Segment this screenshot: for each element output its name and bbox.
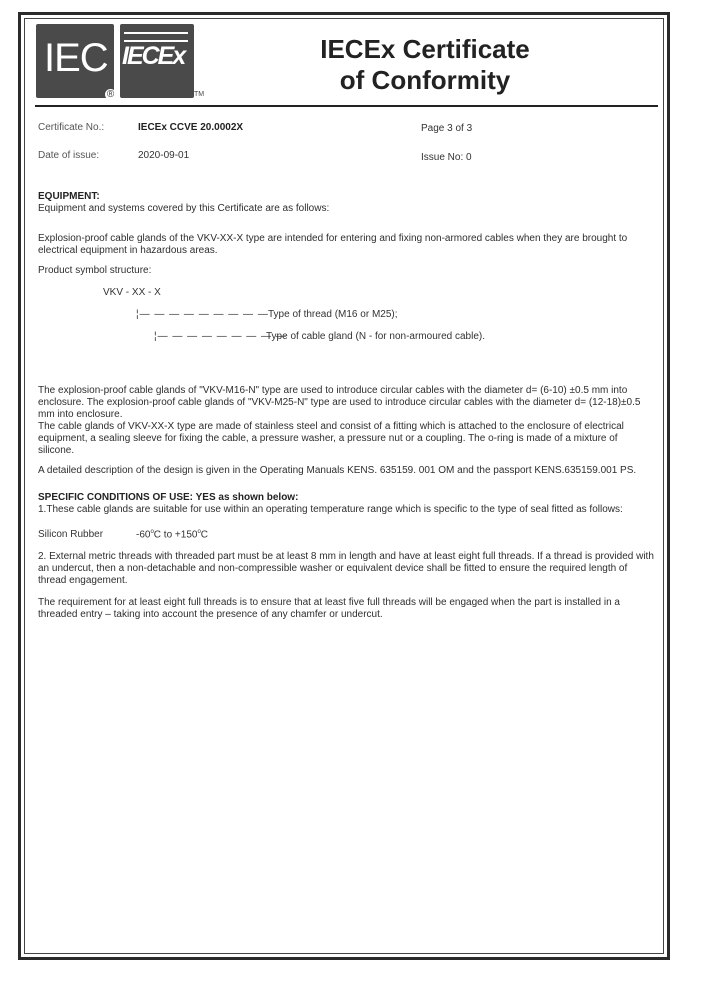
iecex-logo bbox=[120, 24, 194, 98]
title-line-2: of Conformity bbox=[339, 65, 511, 95]
structure-gland-type: Type of cable gland (N - for non-armoured cable). bbox=[266, 331, 485, 342]
trademark-mark: TM bbox=[194, 91, 205, 98]
issue-number: Issue No: 0 bbox=[421, 152, 472, 163]
structure-label: Product symbol structure: bbox=[38, 265, 152, 276]
paragraph-materials: The cable glands of VKV-XX-X type are made of stainless steel and consist of a fitting which is attached to the enclosure of electrical equipment, a sealing sleeve for fixing the cable, a pressure washer, a pressure nut or a coupling. The o-ring is made of a mixture of silicone. bbox=[38, 421, 624, 456]
iecex-logo-bars bbox=[124, 32, 188, 42]
structure-connector-2: ¦— — — — — — — — — bbox=[154, 331, 287, 342]
temperature-range: -60$^o$C to $+150^oC$ bbox=[136, 529, 209, 541]
condition-2: 2. External metric threads with threaded part must be at least 8 mm in length and have at least eight full threads. If a thread is provided with an undercut, then a non-detachable and non-compressible washer or equivalent device shall be fitted to ensure the required length of thread engagement. bbox=[38, 551, 654, 586]
seal-name: Silicon Rubber bbox=[38, 529, 104, 540]
title-line-1: IECEx Certificate bbox=[320, 34, 530, 64]
date-label: Date of issue: bbox=[38, 150, 100, 161]
header-divider bbox=[35, 105, 658, 107]
paragraph-manuals: A detailed description of the design is given in the Operating Manuals KENS. 635159. 001 OM and the passport KENS.635159.001 PS. bbox=[38, 465, 637, 476]
date-value: 2020-09-01 bbox=[138, 150, 190, 161]
registered-mark: ® bbox=[106, 89, 115, 100]
structure-thread-type: Type of thread (M16 or M25); bbox=[268, 309, 398, 320]
certificate-title bbox=[290, 34, 560, 96]
equipment-intro: Equipment and systems covered by this Certificate are as follows: bbox=[38, 203, 330, 214]
condition-3: The requirement for at least eight full threads is to ensure that at least five full threads will be engaged when the part is installed in a threaded entry – taking into account the presence of any chamfer or undercut. bbox=[38, 597, 620, 620]
condition-1: 1.These cable glands are suitable for use within an operating temperature range which is specific to the type of seal fitted as follows: bbox=[38, 504, 623, 515]
cert-no-label: Certificate No.: bbox=[38, 122, 105, 133]
cert-no-value: IECEx CCVE 20.0002X bbox=[138, 122, 244, 133]
iec-logo bbox=[36, 24, 114, 98]
iecex-logo-text: IECEx bbox=[122, 42, 185, 70]
structure-connector-1: ¦— — — — — — — — — bbox=[136, 309, 269, 320]
paragraph-diameters: The explosion-proof cable glands of "VKV-M16-N" type are used to introduce circular cables with the diameter d= (6-10) ±0.5 mm into enclosure. The explosion-proof cable glands of "VKV-M25-N" type are used to introduce circular cables with the diameter d= (12-18)±0.5 mm into enclosure. bbox=[38, 385, 641, 420]
page-border-inner bbox=[24, 18, 664, 954]
page-number: Page 3 of 3 bbox=[421, 123, 473, 134]
iec-logo-text: IEC bbox=[44, 36, 108, 80]
conditions-heading: SPECIFIC CONDITIONS OF USE: YES as shown below: bbox=[38, 492, 299, 503]
equipment-description: Explosion-proof cable glands of the VKV-XX-X type are intended for entering and fixing non-armored cables when they are brought to electrical equipment in hazardous areas. bbox=[38, 233, 628, 256]
equipment-heading: EQUIPMENT: bbox=[38, 191, 100, 202]
product-symbol: VKV - XX - X bbox=[103, 287, 161, 298]
